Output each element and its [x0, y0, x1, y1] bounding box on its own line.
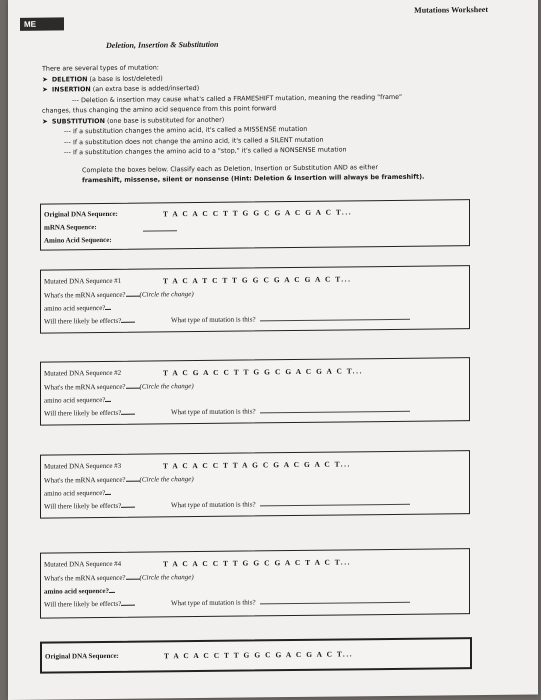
circle-instruction: (Circle the change) — [139, 573, 194, 582]
mutated-sequence: T A C A C C T T A G C G A C G A C T... — [163, 459, 351, 471]
amino-question: amino acid sequence? — [44, 303, 106, 313]
instructions-line: Complete the boxes below. Classify each as Deletion, Insertion or Substitution AND as either — [82, 163, 378, 175]
mutation-label: Mutated DNA Sequence #4 — [44, 559, 122, 569]
footer-original-sequence: T A C A C C T T G G C G A C G A C T... — [164, 649, 354, 661]
arrow-bullet-icon: ➤ — [42, 117, 48, 126]
mutated-sequence: T A C A C C T T G G C G A C T A C T... — [163, 557, 352, 569]
original-dna-sequence: T A C A C C T T G G C G A C G A C T... — [163, 207, 353, 219]
mrna-answer-line[interactable] — [126, 380, 140, 389]
insertion-desc: (an extra base is added/inserted) — [90, 83, 200, 94]
effects-question: Will there likely be effects? — [44, 599, 122, 609]
amino-question: amino acid sequence? — [44, 395, 106, 405]
substitution-term: SUBSTITUTION — [51, 116, 105, 126]
worksheet-page — [8, 0, 538, 700]
page-title: Deletion, Insertion & Substitution — [106, 39, 219, 50]
nonsense-note: --- If a substitution changes the amino acid to a "stop," it's called a NONSENSE mutation — [64, 145, 347, 157]
mrna-answer-line[interactable] — [126, 473, 140, 482]
circle-instruction: (Circle the change) — [139, 290, 194, 299]
mutated-sequence: T A C G A C C T T G G C G A C G A C T... — [163, 366, 364, 378]
original-sequence-box — [40, 199, 470, 251]
type-answer-line[interactable] — [260, 496, 410, 507]
type-question: What type of mutation is this? — [171, 500, 256, 510]
mrna-label: mRNA Sequence: — [44, 223, 97, 232]
missense-note: --- If a substitution changes the amino acid, it's called a MISSENSE mutation — [64, 124, 308, 136]
mrna-question: What's the mRNA sequence? — [44, 382, 126, 392]
mrna-answer-line[interactable] — [126, 288, 140, 297]
worksheet-title: Mutations Worksheet — [414, 4, 488, 15]
instructions-line: frameshift, missense, silent or nonsense (Hint: Deletion & Insertion will always be frameshift). — [82, 172, 425, 185]
mutation-box-3 — [40, 450, 470, 519]
mrna-question: What's the mRNA sequence? — [44, 290, 126, 300]
amino-answer-line[interactable] — [105, 301, 111, 310]
type-answer-line[interactable] — [260, 311, 410, 322]
mrna-question: What's the mRNA sequence? — [44, 573, 126, 583]
amino-answer-line[interactable] — [109, 584, 115, 593]
circle-instruction: (Circle the change) — [139, 382, 194, 391]
type-question: What type of mutation is this? — [171, 315, 256, 325]
effects-answer-line[interactable] — [121, 314, 135, 323]
mutation-label: Mutated DNA Sequence #2 — [44, 368, 122, 378]
silent-note: --- If a substitution does not change the amino acid, it's called a SILENT mutation — [64, 135, 324, 146]
mutation-box-2 — [40, 357, 470, 426]
mutation-label: Mutated DNA Sequence #1 — [44, 276, 122, 286]
amino-question: amino acid sequence? — [44, 488, 106, 498]
mutated-sequence: T A C A T C T T G G C G A C G A C T... — [163, 274, 352, 286]
amino-answer-line[interactable] — [105, 486, 111, 495]
type-question: What type of mutation is this? — [171, 407, 256, 417]
type-answer-line[interactable] — [260, 594, 410, 605]
instructions — [82, 161, 482, 185]
effects-answer-line[interactable] — [121, 406, 135, 415]
substitution-desc: (one base is substituted for another) — [104, 115, 225, 125]
intro-text — [42, 59, 482, 158]
frameshift-note: --- Deletion & insertion may cause what's called a FRAMESHIFT mutation, meaning the reading "frame" — [72, 92, 402, 104]
effects-answer-line[interactable] — [121, 597, 135, 606]
mrna-question: What's the mRNA sequence? — [44, 475, 126, 485]
footer-original-label: Original DNA Sequence: — [45, 651, 119, 661]
effects-question: Will there likely be effects? — [44, 316, 122, 326]
type-question: What type of mutation is this? — [171, 598, 256, 608]
footer-original-box — [40, 637, 472, 674]
name-label: ME — [20, 17, 64, 30]
arrow-bullet-icon: ➤ — [42, 85, 48, 94]
intro-line: There are several types of mutation: — [42, 63, 159, 73]
mutation-box-4 — [40, 548, 470, 619]
mutation-label: Mutated DNA Sequence #3 — [44, 461, 122, 471]
amino-answer-line[interactable] — [105, 393, 111, 402]
effects-question: Will there likely be effects? — [44, 501, 122, 511]
insertion-term: INSERTION — [51, 85, 91, 94]
mrna-answer-line[interactable] — [126, 571, 140, 580]
amino-question: amino acid sequence? — [44, 586, 109, 596]
deletion-desc: (a base is lost/deleted) — [87, 73, 163, 83]
effects-answer-line[interactable] — [121, 499, 135, 508]
frameshift-note-cont: changes, thus changing the amino acid sequence from this point forward — [42, 104, 277, 115]
effects-question: Will there likely be effects? — [44, 408, 122, 418]
original-dna-label: Original DNA Sequence: — [44, 209, 118, 219]
circle-instruction: (Circle the change) — [139, 475, 194, 484]
deletion-term: DELETION — [51, 74, 88, 84]
arrow-bullet-icon: ➤ — [42, 75, 48, 84]
type-answer-line[interactable] — [260, 403, 410, 414]
amino-acid-label: Amino Acid Sequence: — [44, 235, 112, 245]
mrna-answer-line[interactable] — [143, 222, 177, 231]
mutation-box-1 — [40, 265, 470, 334]
